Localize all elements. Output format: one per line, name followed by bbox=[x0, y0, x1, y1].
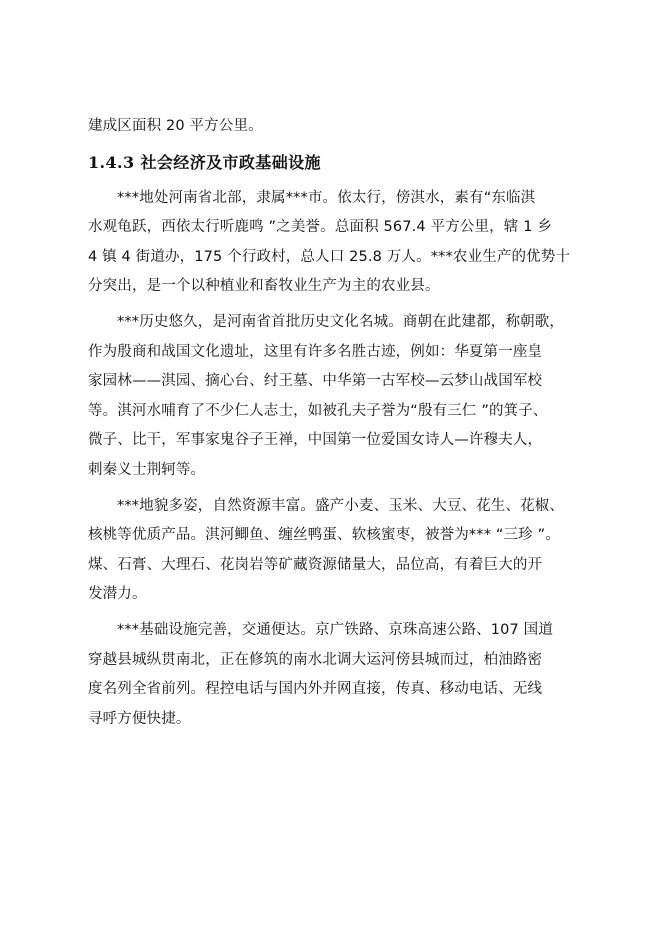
section-heading: 1.4.3 社会经济及市政基础设施 bbox=[88, 152, 321, 172]
paragraph-line: 刺秦义士荆轲等。 bbox=[88, 461, 206, 478]
paragraph-line: 等。淇河水哺育了不少仁人志士，如被孔夫子誉为“殷有三仁 ”的箕子、 bbox=[88, 402, 548, 419]
paragraph-line: 度名列全省前列。程控电话与国内外并网直接，传真、移动电话、无线 bbox=[88, 681, 543, 698]
paragraph-line: ***地貌多姿，自然资源丰富。盛产小麦、玉米、大豆、花生、花椒、 bbox=[117, 497, 565, 514]
paragraph-infrastructure bbox=[88, 616, 588, 734]
paragraph-history bbox=[88, 308, 588, 486]
paragraph-line: 发潜力。 bbox=[88, 586, 147, 603]
paragraph-line: 穿越县城纵贯南北，正在修筑的南水北调大运河傍县城而过，柏油路密 bbox=[88, 651, 543, 668]
paragraph-line: 微子、比干，军事家鬼谷子王禅，中国第一位爱国女诗人—许穆夫人， bbox=[88, 432, 543, 449]
paragraph-line: ***历史悠久，是河南省首批历史文化名城。商朝在此建都，称朝歌， bbox=[117, 313, 565, 330]
paragraph-line: 作为殷商和战国文化遗址，这里有许多名胜古迹，例如：华夏第一座皇 bbox=[88, 343, 543, 360]
paragraph-line: 核桃等优质产品。淇河鲫鱼、缠丝鸭蛋、软核蜜枣，被誉为*** “三珍 ”。 bbox=[88, 527, 560, 544]
paragraph-line: 煤、石膏、大理石、花岗岩等矿藏资源储量大，品位高，有着巨大的开 bbox=[88, 556, 543, 573]
paragraph-line: 水观龟跃，西依太行听鹿鸣 ”之美誉。总面积 567.4 平方公里，辖 1 乡 bbox=[88, 219, 552, 236]
paragraph-location bbox=[88, 184, 588, 302]
paragraph-line: 寻呼方便快捷。 bbox=[88, 710, 191, 727]
paragraph-line: ***地处河南省北部，隶属***市。依太行，傍淇水，素有“东临淇 bbox=[117, 189, 536, 206]
paragraph-line: 分突出，是一个以种植业和畜牧业生产为主的农业县。 bbox=[88, 278, 440, 295]
paragraph-resources bbox=[88, 492, 588, 610]
paragraph-line: 家园林——淇园、摘心台、纣王墓、中华第一古军校—云梦山战国军校 bbox=[88, 373, 543, 390]
intro-line: 建成区面积 20 平方公里。 bbox=[88, 118, 263, 134]
document-body bbox=[88, 112, 588, 734]
paragraph-line: ***基础设施完善，交通便达。京广铁路、京珠高速公路、107 国道 bbox=[117, 621, 553, 638]
paragraph-line: 4 镇 4 街道办，175 个行政村，总人口 25.8 万人。***农业生产的优势十 bbox=[88, 248, 571, 265]
